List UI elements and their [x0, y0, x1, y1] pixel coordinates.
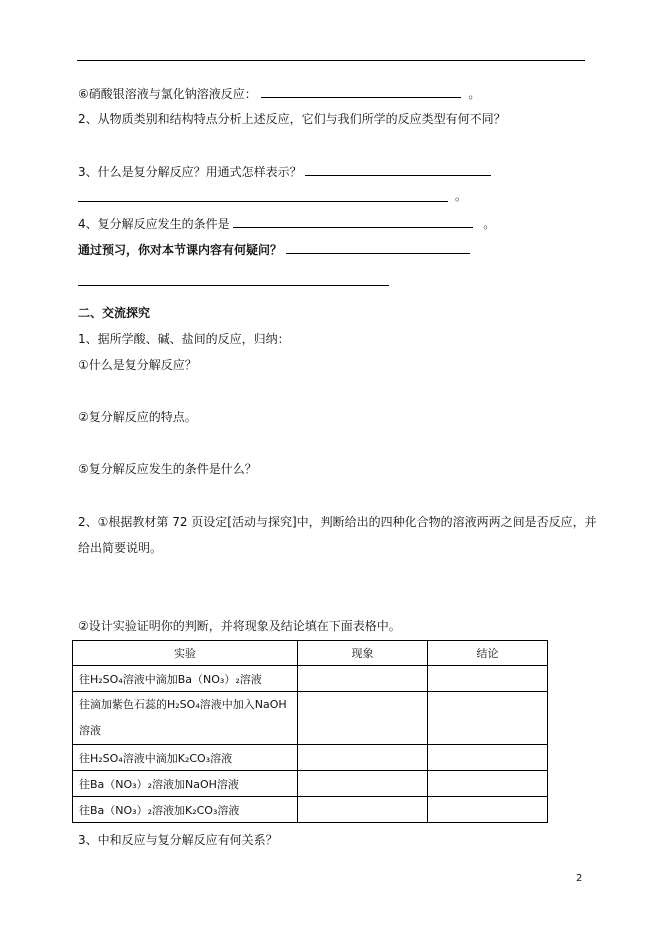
experiment-cell: 往H₂SO₄溶液中滴加K₂CO₃溶液 — [73, 745, 298, 771]
table-header-row — [73, 641, 548, 666]
experiment-cell: 往Ba（NO₃）₂溶液加K₂CO₃溶液 — [73, 797, 298, 823]
experiment-cell: 往滴加紫色石蕊的H₂SO₄溶液中加入NaOH溶液 — [73, 692, 298, 745]
question-2: 2、从物质类别和结构特点分析上述反应，它们与我们所学的反应类型有何不同？ — [78, 112, 506, 126]
header-conclusion: 结论 — [428, 641, 548, 666]
exploration-1: 1、据所学酸、碱、盐间的反应，归纳： — [78, 332, 290, 346]
experiment-cell: 往Ba（NO₃）₂溶液加NaOH溶液 — [73, 771, 298, 797]
conclusion-cell[interactable] — [428, 797, 548, 823]
exploration-1a: ①什么是复分解反应？ — [78, 358, 197, 372]
question-4-label: 4、复分解反应发生的条件是 — [78, 217, 230, 231]
header-rule — [77, 60, 585, 61]
page-number: 2 — [576, 873, 583, 884]
question-4 — [78, 215, 495, 232]
exploration-1b: ②复分解反应的特点。 — [78, 410, 197, 424]
table-row — [73, 797, 548, 823]
phenomenon-cell[interactable] — [298, 771, 428, 797]
table-row — [73, 745, 548, 771]
preview-question-label: 通过预习，你对本节课内容有何疑问？ — [78, 243, 283, 257]
question-6 — [78, 85, 480, 102]
exploration-3: 3、中和反应与复分解反应有何关系？ — [78, 833, 278, 847]
answer-blank-q4[interactable] — [233, 215, 473, 228]
exploration-2-line1: 2、①根据教材第 72 页设定[活动与探究]中，判断给出的四种化合物的溶液两两之间是否反应，并 — [78, 515, 597, 529]
section-2-heading: 二、交流探究 — [78, 306, 151, 320]
answer-blank-q3a[interactable] — [305, 163, 491, 176]
exploration-2-line2: 给出简要说明。 — [78, 541, 163, 555]
header-phenomenon: 现象 — [298, 641, 428, 666]
answer-blank-preview-b[interactable] — [78, 285, 389, 286]
experiment-cell: 往H₂SO₄溶液中滴加Ba（NO₃）₂溶液 — [73, 666, 298, 692]
answer-blank-q3b[interactable] — [78, 201, 448, 202]
question-6-label: ⑥硝酸银溶液与氯化钠溶液反应： — [78, 87, 257, 101]
phenomenon-cell[interactable] — [298, 666, 428, 692]
experiment-table — [72, 640, 548, 823]
question-3-label: 3、什么是复分解反应？用通式怎样表示？ — [78, 165, 302, 179]
question-6-end: 。 — [468, 87, 481, 101]
question-3-end: 。 — [455, 189, 468, 203]
conclusion-cell[interactable] — [428, 692, 548, 745]
phenomenon-cell[interactable] — [298, 745, 428, 771]
table-row — [73, 771, 548, 797]
phenomenon-cell[interactable] — [298, 692, 428, 745]
question-4-end: 。 — [483, 217, 496, 231]
conclusion-cell[interactable] — [428, 745, 548, 771]
table-row — [73, 666, 548, 692]
conclusion-cell[interactable] — [428, 771, 548, 797]
conclusion-cell[interactable] — [428, 666, 548, 692]
exploration-2b: ②设计实验证明你的判断，并将现象及结论填在下面表格中。 — [78, 619, 401, 633]
phenomenon-cell[interactable] — [298, 797, 428, 823]
exploration-1c: ⑤复分解反应发生的条件是什么？ — [78, 462, 257, 476]
question-3 — [78, 163, 491, 180]
header-experiment: 实验 — [73, 641, 298, 666]
preview-question — [78, 241, 470, 258]
answer-blank-preview-a[interactable] — [286, 241, 470, 254]
table-row — [73, 692, 548, 745]
answer-blank-q6[interactable] — [261, 85, 461, 98]
